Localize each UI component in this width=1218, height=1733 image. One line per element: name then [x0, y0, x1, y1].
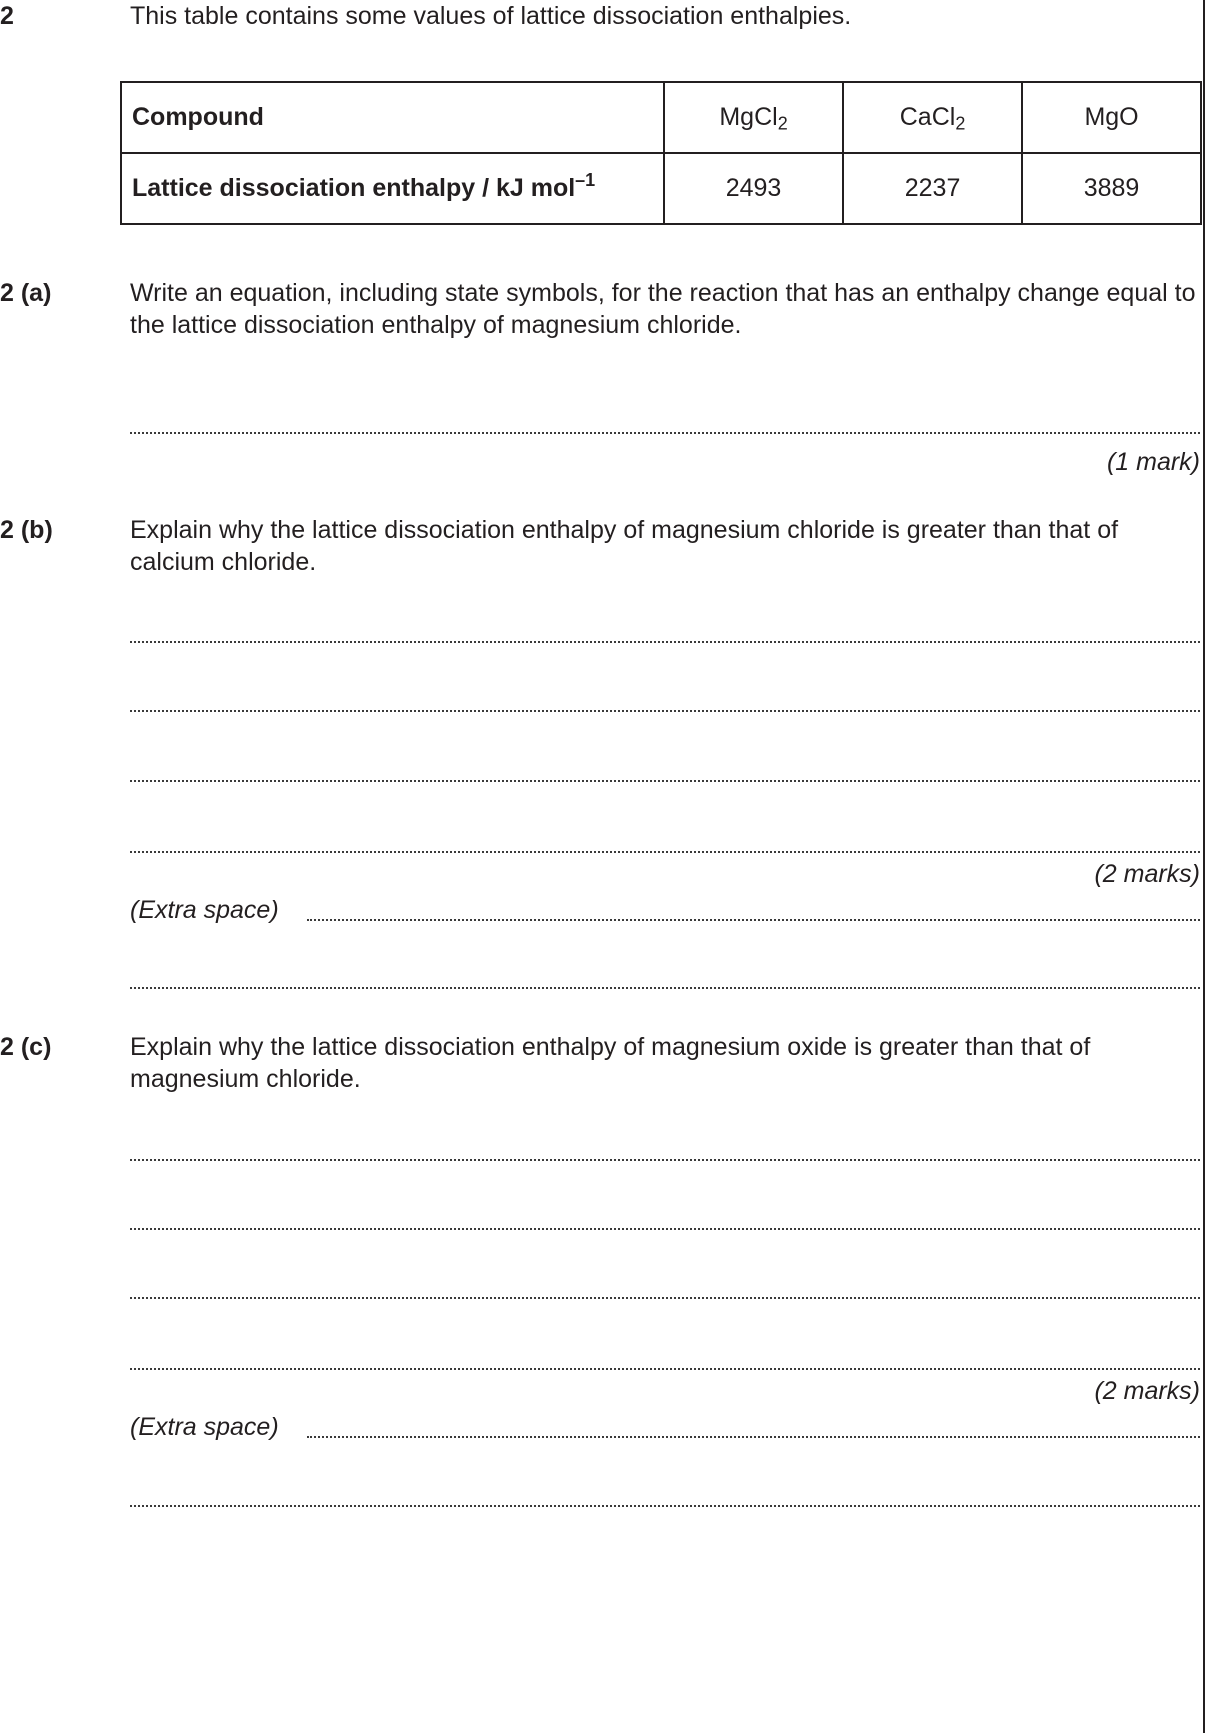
extra-space-line[interactable] — [130, 987, 1200, 989]
compound-cell: MgO — [1022, 82, 1201, 153]
compound-cell: CaCl$_2$ — [843, 82, 1022, 153]
page-margin-rule — [1203, 0, 1205, 1733]
table-row-label: Lattice dissociation enthalpy / kJ mol$^{-1}$ — [121, 153, 664, 224]
answer-line[interactable] — [130, 780, 1200, 782]
question-intro: This table contains some values of lattice dissociation enthalpies. — [130, 2, 852, 30]
part-c-marks: (2 marks) — [1094, 1377, 1200, 1405]
enthalpy-value: 2493 — [664, 153, 843, 224]
answer-line[interactable] — [130, 1159, 1200, 1161]
enthalpy-table — [120, 81, 1202, 225]
part-a-label: 2 (a) — [0, 279, 52, 307]
table-header-row — [121, 82, 1201, 153]
part-a-text: Write an equation, including state symbols, for the reaction that has an enthalpy change equal to the lattice dissociation enthalpy of magnesium chloride. — [130, 279, 1196, 339]
extra-space-line[interactable] — [307, 1436, 1200, 1438]
answer-line[interactable] — [130, 710, 1200, 712]
answer-line[interactable] — [130, 1228, 1200, 1230]
enthalpy-value: 3889 — [1022, 153, 1201, 224]
extra-space-line[interactable] — [307, 919, 1200, 921]
part-b-text: Explain why the lattice dissociation enthalpy of magnesium chloride is greater than that of calcium chloride. — [130, 516, 1119, 576]
part-c-text: Explain why the lattice dissociation enthalpy of magnesium oxide is greater than that of magnesium chloride. — [130, 1033, 1091, 1093]
answer-line[interactable] — [130, 1297, 1200, 1299]
part-b-marks: (2 marks) — [1094, 860, 1200, 888]
answer-line[interactable] — [130, 641, 1200, 643]
answer-line[interactable] — [130, 432, 1200, 434]
answer-line[interactable] — [130, 851, 1200, 853]
part-b-label: 2 (b) — [0, 516, 53, 544]
table-row — [121, 153, 1201, 224]
compound-cell: MgCl$_2$ — [664, 82, 843, 153]
extra-space-line[interactable] — [130, 1505, 1200, 1507]
part-c-extra-label: (Extra space) — [130, 1413, 279, 1441]
answer-line[interactable] — [130, 1368, 1200, 1370]
enthalpy-value: 2237 — [843, 153, 1022, 224]
part-b-extra-label: (Extra space) — [130, 896, 279, 924]
part-a-marks: (1 mark) — [1106, 448, 1200, 476]
table-header-label: Compound — [121, 82, 664, 153]
question-number: 2 — [0, 2, 14, 30]
part-c-label: 2 (c) — [0, 1033, 52, 1061]
